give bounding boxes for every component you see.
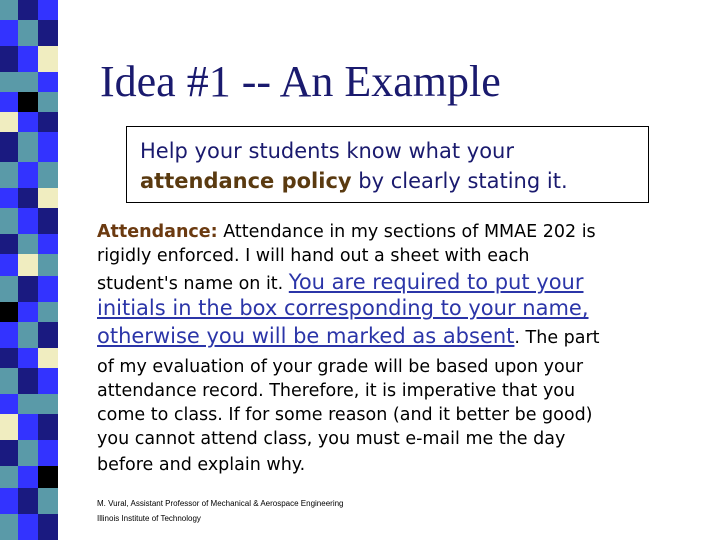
stripe-block <box>38 72 58 92</box>
policy-requirement-start: You are required to put your <box>288 270 584 294</box>
policy-line-5-rest: . The part <box>514 328 600 348</box>
stripe-block <box>38 208 58 234</box>
stripe-block <box>38 440 58 466</box>
policy-line-10: before and explain why. <box>97 455 306 475</box>
stripe-block <box>38 302 58 322</box>
policy-line-5 <box>97 324 600 348</box>
stripe-block <box>18 46 38 72</box>
stripe-block <box>18 0 38 20</box>
stripe-block <box>18 92 38 112</box>
stripe-block <box>0 254 18 276</box>
callout-box <box>126 126 649 203</box>
stripe-block <box>38 92 58 112</box>
stripe-block <box>18 254 38 276</box>
stripe-block <box>38 394 58 414</box>
stripe-block <box>0 188 18 208</box>
slide-title: Idea #1 -- An Example <box>100 57 501 106</box>
stripe-block <box>18 466 38 488</box>
footer-author: M. Vural, Assistant Professor of Mechanical & Aerospace Engineering <box>97 499 344 508</box>
stripe-block <box>18 276 38 302</box>
stripe-block <box>18 348 38 368</box>
stripe-block <box>0 322 18 348</box>
stripe-block <box>38 162 58 188</box>
stripe-block <box>18 322 38 348</box>
stripe-block <box>0 112 18 132</box>
footer-institution: Illinois Institute of Technology <box>97 514 201 523</box>
stripe-block <box>0 276 18 302</box>
policy-line-7: attendance record. Therefore, it is imperative that you <box>97 381 576 401</box>
stripe-block <box>0 72 18 92</box>
policy-line-4 <box>97 296 589 320</box>
stripe-block <box>38 348 58 368</box>
policy-lead: Attendance: <box>97 222 218 242</box>
stripe-block <box>0 440 18 466</box>
stripe-block <box>38 112 58 132</box>
stripe-block <box>38 188 58 208</box>
stripe-block <box>18 440 38 466</box>
callout-emphasis: attendance policy <box>140 169 352 193</box>
callout-line-2-rest: by clearly stating it. <box>351 169 568 193</box>
stripe-block <box>0 514 18 540</box>
stripe-block <box>18 488 38 514</box>
policy-line-3-start: student's name on it. <box>97 274 289 294</box>
stripe-block <box>18 368 38 394</box>
stripe-block <box>0 0 18 20</box>
stripe-block <box>38 276 58 302</box>
policy-requirement-end: otherwise you will be marked as absent <box>97 324 515 348</box>
stripe-block <box>0 92 18 112</box>
stripe-block <box>38 46 58 72</box>
stripe-block <box>0 132 18 162</box>
stripe-block <box>0 302 18 322</box>
policy-line-9: you cannot attend class, you must e-mail me the day <box>97 429 566 449</box>
stripe-block <box>18 132 38 162</box>
stripe-block <box>18 72 38 92</box>
stripe-block <box>38 322 58 348</box>
stripe-block <box>0 368 18 394</box>
policy-line-8: come to class. If for some reason (and it better be good) <box>97 405 593 425</box>
policy-line-2: rigidly enforced. I will hand out a sheet with each <box>97 246 530 266</box>
stripe-block <box>38 466 58 488</box>
stripe-block <box>0 414 18 440</box>
stripe-block <box>0 20 18 46</box>
policy-requirement-middle: initials in the box corresponding to your name, <box>97 296 589 320</box>
stripe-block <box>38 368 58 394</box>
stripe-block <box>0 488 18 514</box>
stripe-block <box>0 394 18 414</box>
stripe-block <box>18 208 38 234</box>
stripe-block <box>0 234 18 254</box>
stripe-block <box>38 514 58 540</box>
stripe-block <box>18 394 38 414</box>
policy-line-1-rest: Attendance in my sections of MMAE 202 is <box>217 222 596 242</box>
stripe-block <box>38 0 58 20</box>
policy-line-6: of my evaluation of your grade will be based upon your <box>97 357 584 377</box>
stripe-block <box>18 302 38 322</box>
stripe-block <box>38 132 58 162</box>
stripe-block <box>38 414 58 440</box>
stripe-block <box>18 514 38 540</box>
stripe-block <box>0 162 18 188</box>
stripe-block <box>38 488 58 514</box>
stripe-block <box>0 466 18 488</box>
stripe-block <box>18 112 38 132</box>
stripe-block <box>0 46 18 72</box>
stripe-block <box>0 208 18 234</box>
callout-line-2 <box>140 169 568 193</box>
stripe-block <box>38 20 58 46</box>
stripe-block <box>18 234 38 254</box>
stripe-block <box>0 348 18 368</box>
stripe-block <box>18 162 38 188</box>
stripe-block <box>38 254 58 276</box>
stripe-block <box>38 234 58 254</box>
policy-line-3 <box>97 270 584 294</box>
decorative-stripe <box>0 0 80 540</box>
stripe-block <box>18 188 38 208</box>
policy-line-1 <box>97 222 596 242</box>
callout-line-1: Help your students know what your <box>140 139 514 163</box>
stripe-block <box>18 20 38 46</box>
stripe-block <box>18 414 38 440</box>
